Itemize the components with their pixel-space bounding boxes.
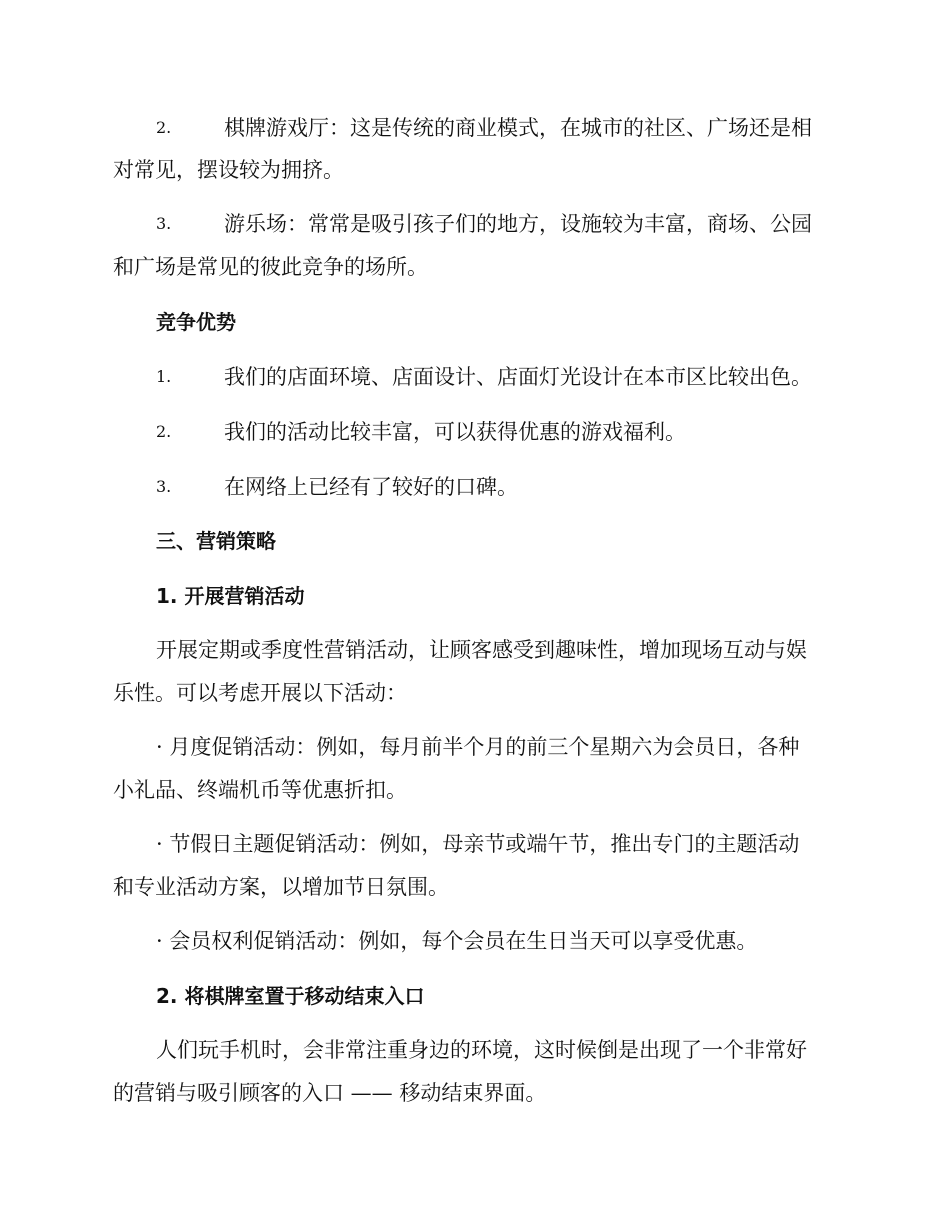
subsection-heading-1: 1. 开展营销活动 (156, 584, 305, 608)
paragraph-line: 人们玩手机时，会非常注重身边的环境，这时候倒是出现了一个非常好 (156, 1038, 807, 1062)
paragraph-line: 开展定期或季度性营销活动，让顾客感受到趣味性，增加现场互动与娱 (156, 638, 807, 662)
bullet-item-monthly-cont: 小礼品、终端机币等优惠折扣。 (113, 778, 407, 802)
list-number: 3. (156, 477, 172, 496)
competitor-item-3-line-2: 和广场是常见的彼此竞争的场所。 (113, 255, 428, 279)
advantage-item-3: 在网络上已经有了较好的口碑。 (224, 475, 518, 499)
bullet-item-holiday: · 节假日主题促销活动：例如，母亲节或端午节，推出专门的主题活动 (156, 832, 800, 856)
list-number: 1. (156, 367, 172, 386)
subsection-heading-2: 2. 将棋牌室置于移动结束入口 (156, 984, 425, 1008)
paragraph-line: 乐性。可以考虑开展以下活动： (113, 681, 407, 705)
competitor-item-2-line-1: 棋牌游戏厅：这是传统的商业模式，在城市的社区、广场还是相 (224, 116, 812, 140)
competitor-item-2-line-2: 对常见，摆设较为拥挤。 (113, 158, 344, 182)
competitor-item-3-line-1: 游乐场：常常是吸引孩子们的地方，设施较为丰富，商场、公园 (224, 212, 812, 236)
section-heading-advantages: 竞争优势 (156, 310, 236, 334)
bullet-item-holiday-cont: 和专业活动方案，以增加节日氛围。 (113, 875, 449, 899)
list-number: 2. (156, 118, 172, 137)
list-number: 3. (156, 214, 172, 233)
advantage-item-1: 我们的店面环境、店面设计、店面灯光设计在本市区比较出色。 (224, 365, 812, 389)
list-number: 2. (156, 422, 172, 441)
paragraph-line: 的营销与吸引顾客的入口 —— 移动结束界面。 (113, 1081, 547, 1105)
section-heading-strategy: 三、营销策略 (156, 529, 276, 553)
bullet-item-member: · 会员权利促销活动：例如，每个会员在生日当天可以享受优惠。 (156, 929, 758, 953)
advantage-item-2: 我们的活动比较丰富，可以获得优惠的游戏福利。 (224, 420, 686, 444)
bullet-item-monthly: · 月度促销活动：例如，每月前半个月的前三个星期六为会员日，各种 (156, 735, 800, 759)
